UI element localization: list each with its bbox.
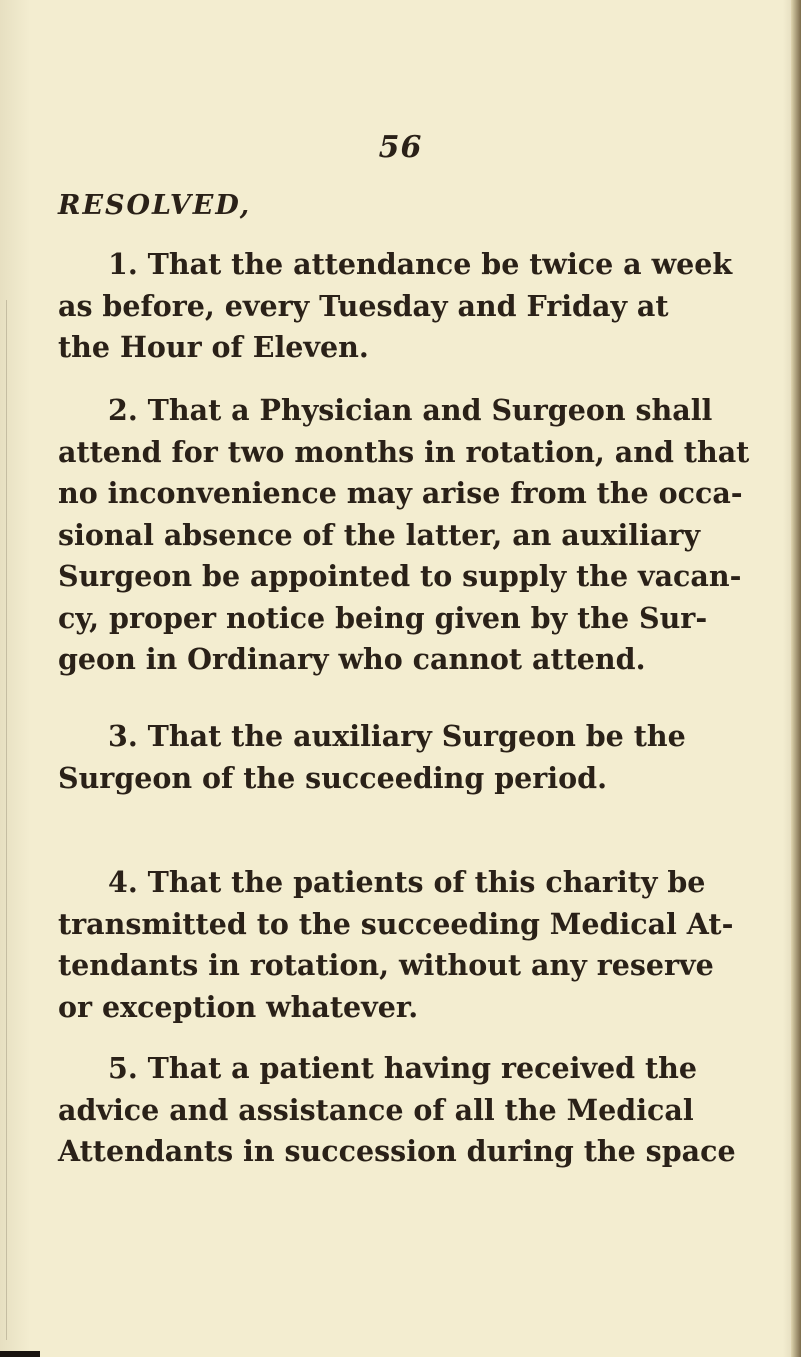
text-line: attend for two months in rotation, and that bbox=[58, 434, 750, 469]
text-line: 5. That a patient having received the bbox=[108, 1051, 698, 1085]
page-number: 56 bbox=[378, 130, 423, 165]
text-line: Surgeon of the succeeding period. bbox=[58, 760, 607, 795]
page-binding-edge bbox=[791, 0, 801, 1357]
resolution-paragraph-2 bbox=[58, 390, 766, 681]
text-line: tendants in rotation, without any reserve bbox=[58, 948, 714, 982]
text-line: no inconvenience may arise from the occa- bbox=[58, 476, 743, 510]
corner-mark bbox=[0, 1351, 40, 1357]
resolution-paragraph-4 bbox=[58, 862, 766, 1028]
text-line: transmitted to the succeeding Medical At- bbox=[58, 906, 734, 941]
text-line: as before, every Tuesday and Friday at bbox=[58, 288, 669, 323]
text-line: geon in Ordinary who cannot attend. bbox=[58, 642, 646, 676]
text-line: advice and assistance of all the Medical bbox=[58, 1092, 694, 1127]
text-line: 3. That the auxiliary Surgeon be the bbox=[108, 719, 686, 753]
resolution-paragraph-3 bbox=[58, 716, 766, 799]
resolution-paragraph-1 bbox=[58, 244, 766, 369]
resolution-paragraph-5 bbox=[58, 1048, 766, 1173]
page-fold-line bbox=[6, 300, 7, 1340]
text-line: the Hour of Eleven. bbox=[58, 330, 369, 364]
text-line: sional absence of the latter, an auxiliary bbox=[58, 517, 701, 552]
text-line: 2. That a Physician and Surgeon shall bbox=[108, 393, 713, 427]
text-line: 4. That the patients of this charity be bbox=[108, 865, 706, 899]
text-line: cy, proper notice being given by the Sur- bbox=[58, 600, 708, 635]
text-line: Attendants in succession during the space bbox=[58, 1134, 736, 1168]
text-line: or exception whatever. bbox=[58, 989, 419, 1024]
text-line: 1. That the attendance be twice a week bbox=[108, 247, 733, 281]
text-line: Surgeon be appointed to supply the vacan- bbox=[58, 559, 742, 593]
resolution-heading: RESOLVED, bbox=[58, 190, 252, 221]
